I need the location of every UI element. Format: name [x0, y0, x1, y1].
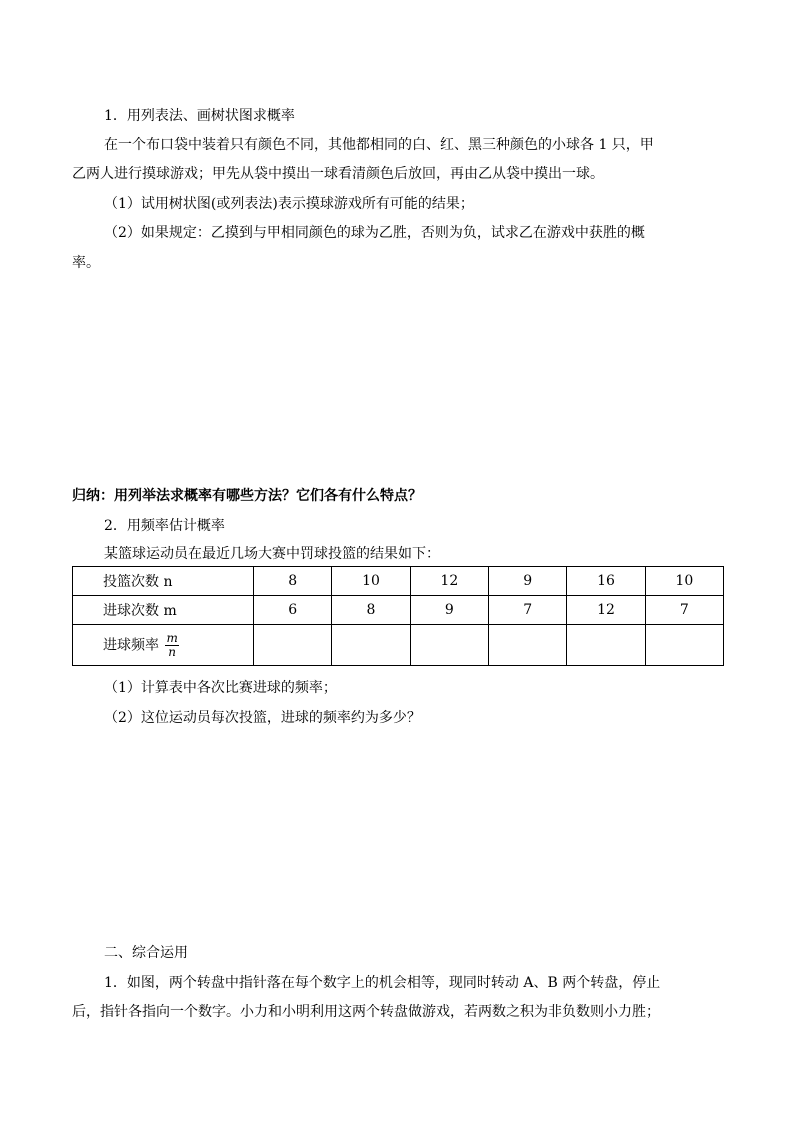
- shooting-results-table: [72, 566, 724, 666]
- part2-heading: 二、综合运用: [104, 945, 188, 961]
- problem-text-line1: 在一个布口袋中装着只有颜色不同，其他都相同的白、红、黑三种颜色的小球各 1 只，甲: [104, 137, 654, 153]
- table-cell-empty: [488, 625, 566, 666]
- table-intro: 某篮球运动员在最近几场大赛中罚球投篮的结果如下：: [104, 546, 440, 562]
- table-cell: 12: [410, 567, 488, 596]
- fraction-numerator: m: [166, 630, 178, 645]
- fraction-denominator: n: [168, 644, 177, 659]
- table-cell-empty: [645, 625, 723, 666]
- section2-heading: 2．用频率估计概率: [104, 518, 225, 534]
- table-cell: 7: [488, 596, 566, 625]
- question-1: （1）试用树状图(或列表法)表示摸球游戏所有可能的结果；: [104, 196, 474, 212]
- table-cell: 10: [645, 567, 723, 596]
- table-cell-empty: [332, 625, 410, 666]
- table-cell-empty: [410, 625, 488, 666]
- question-2-line2: 率。: [72, 255, 100, 271]
- table-cell-empty: [254, 625, 332, 666]
- question-2-line1: （2）如果规定：乙摸到与甲相同颜色的球为乙胜，否则为负，试求乙在游戏中获胜的概: [104, 225, 645, 241]
- table-cell: 8: [254, 567, 332, 596]
- table-cell: 16: [567, 567, 645, 596]
- table-cell: 12: [567, 596, 645, 625]
- table-cell: 10: [332, 567, 410, 596]
- part2-problem-line1: 1．如图，两个转盘中指针落在每个数字上的机会相等，现同时转动 A、B 两个转盘，停止: [104, 975, 661, 991]
- table-cell: 9: [488, 567, 566, 596]
- fraction-m-over-n: [165, 632, 178, 659]
- table-cell: 7: [645, 596, 723, 625]
- row-label-frequency: [73, 625, 254, 666]
- table-row: [73, 596, 724, 625]
- row-label-attempts: 投篮次数 n: [73, 567, 254, 596]
- table-cell-empty: [567, 625, 645, 666]
- section2-question-2: （2）这位运动员每次投篮，进球的频率约为多少？: [104, 710, 421, 726]
- section1-heading: 1．用列表法、画树状图求概率: [104, 108, 295, 124]
- table-row: [73, 625, 724, 666]
- summary-question: 归纳：用列举法求概率有哪些方法？它们各有什么特点？: [72, 488, 422, 504]
- frequency-label: 进球频率: [103, 637, 159, 653]
- table-cell: 9: [410, 596, 488, 625]
- problem-text-line2: 乙两人进行摸球游戏；甲先从袋中摸出一球看清颜色后放回，再由乙从袋中摸出一球。: [72, 166, 604, 182]
- part2-problem-line2: 后，指针各指向一个数字。小力和小明利用这两个转盘做游戏，若两数之积为非负数则小力胜；: [72, 1004, 660, 1020]
- table-row: [73, 567, 724, 596]
- table-cell: 8: [332, 596, 410, 625]
- table-cell: 6: [254, 596, 332, 625]
- section2-question-1: （1）计算表中各次比赛进球的频率；: [104, 680, 337, 696]
- row-label-goals: 进球次数 m: [73, 596, 254, 625]
